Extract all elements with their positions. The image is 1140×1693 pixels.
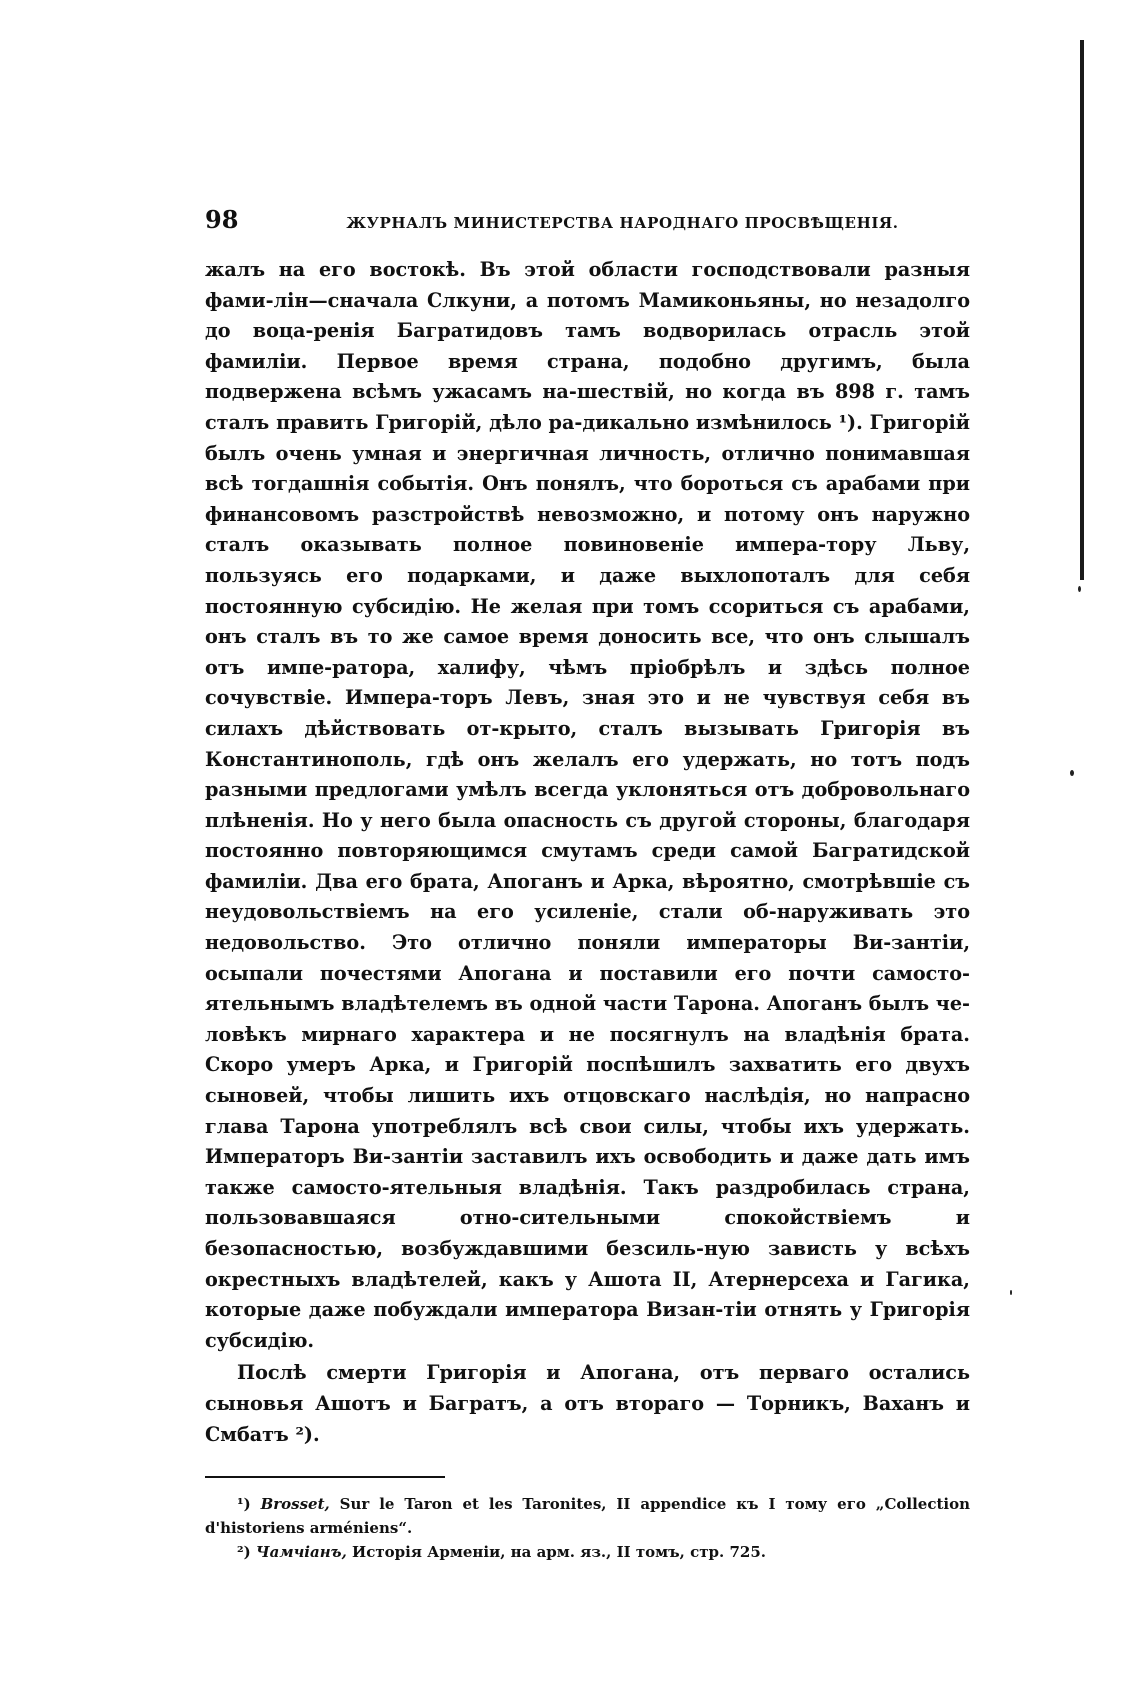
- body-text: [205, 255, 970, 1450]
- scan-speck: [1078, 586, 1081, 592]
- footnote-text: Sur le Taron et les Taronites, II appendice къ I тому его „Collection d'historiens arméniens“.: [205, 1495, 970, 1538]
- footnote-marker: ²): [237, 1543, 251, 1562]
- document-page: [205, 205, 970, 1564]
- page-header: [205, 205, 970, 249]
- paragraph: Послѣ смерти Григорія и Апогана, отъ перваго остались сыновья Ашотъ и Багратъ, а отъ втораго — Торникъ, Ваханъ и Смбатъ ²).: [205, 1361, 970, 1446]
- footnote-author: Brosset,: [260, 1495, 330, 1514]
- footnote-author: Чамчіанъ,: [255, 1543, 347, 1562]
- running-head: ЖУРНАЛЪ МИНИСТЕРСТВА НАРОДНАГО ПРОСВѢЩЕНІЯ.: [346, 214, 899, 232]
- footnote-marker: ¹): [237, 1495, 251, 1514]
- footnote-2: [205, 1540, 970, 1564]
- footnote-text: Исторія Арменіи, на арм. яз., II томъ, стр. 725.: [352, 1543, 767, 1562]
- scan-speck: [1010, 1290, 1012, 1295]
- page-number: 98: [205, 205, 239, 234]
- paragraph: жалъ на его востокѣ. Въ этой области господствовали разныя фами-лін—сначала Слкуни, а потомъ Мамиконьяны, но незадолго до воца-ренія Багратидовъ тамъ водворилась отрасль этой фамиліи. Первое время страна, подобно другимъ, была подвержена всѣмъ ужасамъ на-шествій, но когда въ 898 г. тамъ сталъ править Григорій, дѣло ра-дикально измѣнилось ¹). Григорій былъ очень умная и энергичная личность, отлично понимавшая всѣ тогдашнія событія. Онъ понялъ, что бороться съ арабами при финансовомъ разстройствѣ невозможно, и потому онъ наружно сталъ оказывать полное повиновеніе импера-тору Льву, пользуясь его подарками, и даже выхлопоталъ для себя постоянную субсидію. Не желая при томъ ссориться съ арабами, онъ сталъ въ то же самое время доносить все, что онъ слышалъ отъ импе-ратора, халифу, чѣмъ пріобрѣлъ и здѣсь полное сочувствіе. Импера-торъ Левъ, зная это и не чувствуя себя въ силахъ дѣйствовать от-крыто, сталъ вызывать Григорія въ Константинополь, гдѣ онъ желалъ его удержать, но тотъ подъ разными предлогами умѣлъ всегда уклоняться отъ добровольнаго плѣненія. Но у него была опасность съ другой стороны, благодаря постоянно повторяющимся смутамъ среди самой Багратидской фамиліи. Два его брата, Апоганъ и Арка, вѣроятно, смотрѣвшіе съ неудовольствіемъ на его усиленіе, стали об-наруживать это недовольство. Это отлично поняли императоры Ви-зантіи, осыпали почестями Апогана и поставили его почти самосто-ятельнымъ владѣтелемъ въ одной части Тарона. Апоганъ былъ че-ловѣкъ мирнаго характера и не посягнулъ на владѣнія брата. Скоро умеръ Арка, и Григорій поспѣшилъ захватить его двухъ сыновей, чтобы лишить ихъ отцовскаго наслѣдія, но напрасно глава Тарона употреблялъ всѣ свои силы, чтобы ихъ удержать. Императоръ Ви-зантіи заставилъ ихъ освободить и даже дать имъ также самосто-ятельныя владѣнія. Такъ раздробилась страна, пользовавшаяся отно-сительными спокойствіемъ и безопасностью, возбуждавшими безсиль-ную зависть у всѣхъ окрестныхъ владѣтелей, какъ у Ашота II, Атернерсеха и Гагика, которые даже побуждали императора Визан-тіи отнять у Григорія субсидію.: [205, 258, 970, 1352]
- scan-page-edge: [1080, 40, 1084, 580]
- footnote-1: [205, 1492, 970, 1540]
- footnote-separator: [205, 1476, 445, 1478]
- scan-speck: [1070, 770, 1074, 776]
